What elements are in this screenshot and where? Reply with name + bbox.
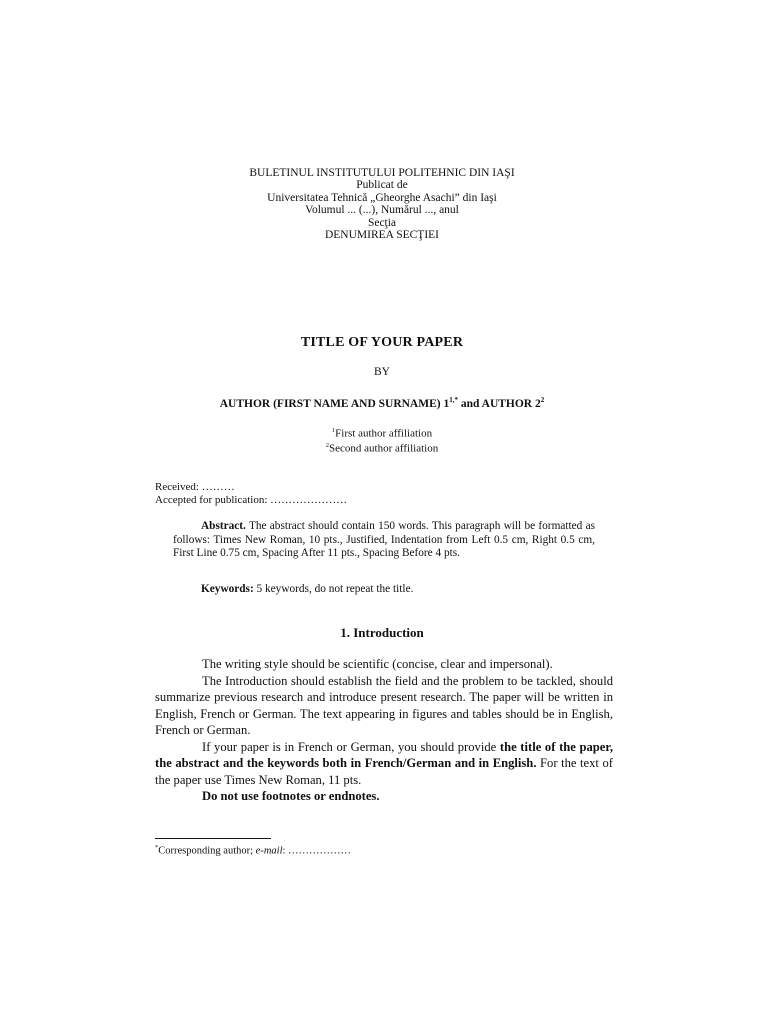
author-2-mark: 2: [540, 396, 545, 404]
intro-paragraph-3-start: If your paper is in French or German, you should provide: [202, 739, 500, 754]
keywords-text: 5 keywords, do not repeat the title.: [253, 583, 414, 595]
received-date: Received: ………: [155, 481, 235, 493]
university-name: Universitatea Tehnică „Gheorghe Asachi” din Iaşi: [267, 191, 497, 204]
abstract-text: The abstract should contain 150 words. This paragraph will be formatted as follows: Times New Roman, 10 pts., Justified, Indentation from Left 0.5 cm, Right 0.5 cm, First Line 0.75 cm, Spacing After 11 pts., Spacing Before 4 pts.: [173, 520, 595, 560]
keywords-paragraph: [173, 583, 595, 597]
footnote-text: Corresponding author;: [158, 845, 256, 857]
by-label: BY: [374, 366, 390, 378]
author-2: AUTHOR 2: [481, 397, 541, 410]
intro-paragraph-1: The writing style should be scientific (concise, clear and impersonal).: [202, 657, 553, 671]
footnote-email-label: e-mail: [255, 845, 283, 857]
affiliations: [150, 425, 614, 455]
affiliation-2-mark: 2: [325, 442, 330, 450]
affiliation-2: [150, 440, 614, 455]
intro-paragraph-4: [155, 788, 613, 805]
footnote-mark: *: [155, 844, 159, 851]
publisher-label: Publicat de: [356, 179, 408, 192]
footnote-separator: [155, 838, 271, 839]
section-label: Secţia: [367, 216, 397, 229]
intro-paragraph-3-bold: the title of the paper, the abstract and the keywords both in French/German and in English.: [155, 739, 613, 770]
affiliation-1-text: First author affiliation: [335, 427, 433, 440]
author-1-marks: 1,*: [449, 396, 458, 404]
paper-title: TITLE OF YOUR PAPER: [300, 335, 464, 350]
affiliation-1-mark: 1: [331, 427, 336, 434]
affiliation-1: [150, 425, 614, 440]
accepted-date: Accepted for publication: …………………: [155, 493, 348, 506]
keywords-label: Keywords:: [201, 583, 254, 595]
intro-paragraph-2: The Introduction should establish the field and the problem to be tackled, should summarize previous research and introduce present research. The paper will be written in English, French or German. The text appearing in figures and tables should be in English, French or German.: [155, 673, 613, 737]
authors-and: and: [457, 397, 482, 410]
footnote: [155, 844, 615, 857]
intro-paragraph-4-bold: Do not use footnotes or endnotes.: [202, 789, 380, 803]
author-1: AUTHOR (FIRST NAME AND SURNAME) 1: [219, 397, 450, 410]
authors-line: [100, 396, 664, 410]
abstract-label: Abstract.: [201, 520, 246, 532]
affiliation-2-text: Second author affiliation: [329, 442, 439, 455]
volume-line: Volumul ... (...), Numărul ..., anul: [305, 204, 459, 217]
intro-paragraph-3-end: For the text of the paper use Times New Roman, 11 pts.: [155, 756, 613, 787]
abstract-paragraph: [173, 520, 595, 561]
introduction-body: [155, 656, 613, 805]
section-name: DENUMIREA SECŢIEI: [324, 229, 440, 242]
introduction-heading: 1. Introduction: [340, 625, 424, 640]
journal-header: [150, 167, 614, 241]
footnote-email-value: : ………………: [282, 845, 352, 857]
journal-name: BULETINUL INSTITUTULUI POLITEHNIC DIN IAŞI: [249, 167, 515, 179]
intro-paragraph-3: [155, 739, 613, 789]
dates-block: [155, 481, 615, 506]
